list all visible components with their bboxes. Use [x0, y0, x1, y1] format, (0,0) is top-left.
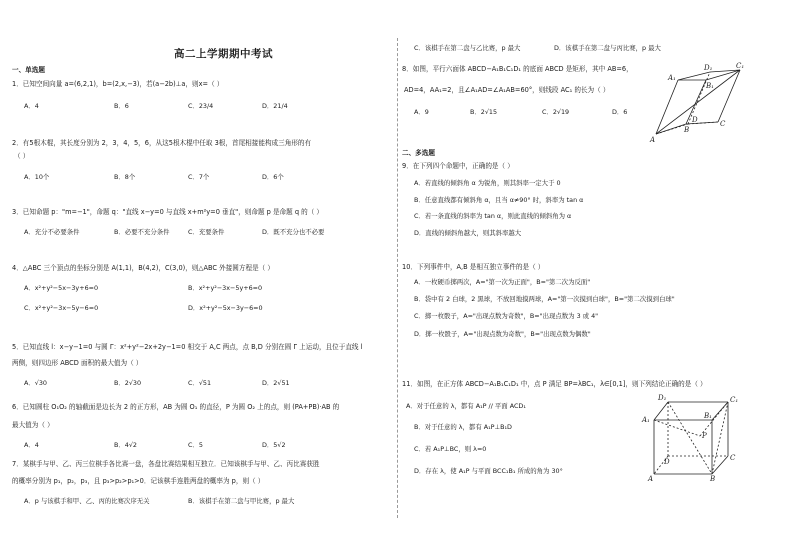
q9-option-b[interactable]: B．任意直线都有倾斜角 α，且当 α≠90° 时，斜率为 tan α [414, 196, 584, 204]
fig8-label-a1: A₁ [668, 74, 676, 82]
q1-option-b[interactable]: B．6 [114, 102, 129, 110]
q11-option-b[interactable]: B．对于任意的 λ，都有 A₁P⊥B₁D [414, 423, 512, 431]
q6-stem-line2: 最大值为（ ） [12, 421, 54, 429]
q7-option-c[interactable]: C．该棋手在第二盘与乙比赛，p 最大 [414, 44, 521, 52]
q8-option-d[interactable]: D．6 [612, 108, 628, 116]
q10-option-b[interactable]: B．袋中有 2 白球，2 黑球，不放回地摸两球，A="第一次摸到白球"，B="第二次摸到白球" [414, 295, 675, 303]
q3-option-c[interactable]: C．充要条件 [188, 228, 225, 236]
q1-option-c[interactable]: C．23/4 [188, 102, 214, 110]
q7-option-a[interactable]: A．p 与该棋手和甲、乙、丙的比赛次序无关 [24, 497, 150, 505]
q9-stem: 9．在下列四个命题中，正确的是（ ） [402, 162, 514, 170]
q6-option-b[interactable]: B．4√2 [114, 441, 137, 449]
q4-option-b[interactable]: B．x²+y²−3x−5y+6=0 [188, 284, 263, 292]
q3-option-a[interactable]: A．充分不必要条件 [24, 228, 80, 236]
section-heading-single: 一、单选题 [12, 66, 45, 74]
q3-option-b[interactable]: B．必要不充分条件 [114, 228, 170, 236]
q8-parallelepiped-figure [648, 58, 748, 142]
q11-cube-figure [640, 392, 740, 482]
fig11-label-a1: A₁ [642, 416, 650, 424]
fig11-label-d: D [664, 458, 670, 466]
q1-option-a[interactable]: A．4 [24, 102, 39, 110]
q9-option-c[interactable]: C．若一条直线的斜率为 tan α，则此直线的倾斜角为 α [414, 212, 572, 220]
q10-option-a[interactable]: A．一枚硬币掷两次，A="第一次为正面"，B="第二次为反面" [414, 278, 591, 286]
q2-stem-line2: （ ） [14, 152, 30, 160]
fig11-label-b: B [710, 475, 716, 482]
q4-option-d[interactable]: D．x²+y²−5x−3y−6=0 [188, 304, 263, 312]
fig8-label-c1: C₁ [736, 62, 745, 70]
fig8-label-b1: B₁ [706, 82, 714, 90]
q2-option-d[interactable]: D．6个 [262, 173, 284, 181]
q10-stem: 10．下列事件中，A,B 是相互独立事件的是（ ） [402, 263, 545, 271]
fig8-label-d: D [692, 116, 698, 124]
fig11-label-p: P [702, 432, 707, 440]
fig11-label-a: A [648, 475, 654, 482]
fig8-label-d1: D₁ [704, 64, 713, 72]
q8-option-a[interactable]: A．9 [414, 108, 429, 116]
q5-option-a[interactable]: A．√30 [24, 379, 47, 387]
q5-option-d[interactable]: D．2√51 [262, 379, 290, 387]
q1-option-d[interactable]: D．21/4 [262, 102, 288, 110]
q4-option-c[interactable]: C．x²+y²−3x−5y−6=0 [24, 304, 99, 312]
q8-stem-line1: 8．如图，平行六面体 ABCD−A₁B₁C₁D₁ 的底面 ABCD 是矩形，其中 AB=6， [402, 65, 633, 73]
q3-option-d[interactable]: D．既不充分也不必要 [262, 228, 325, 236]
q5-stem-line2: 两侧，则四边形 ABCD 面积的最大值为（ ） [12, 359, 143, 367]
fig8-label-c: C [720, 120, 726, 128]
q1-stem: 1．已知空间向量 a=(6,2,1)，b=(2,x,−3)，若(a−2b)⊥a，则x=（ ） [12, 80, 224, 88]
fig8-label-b: B [684, 126, 690, 134]
section-heading-multi: 二、多选题 [402, 149, 435, 157]
q7-option-b[interactable]: B．该棋手在第二盘与甲比赛，p 最大 [188, 497, 295, 505]
q8-option-c[interactable]: C．2√19 [542, 108, 570, 116]
fig11-label-c1: C₁ [730, 396, 739, 404]
q11-option-c[interactable]: C．若 A₁P⊥BC，则 λ=0 [414, 445, 487, 453]
fig11-label-d1: D₁ [658, 394, 667, 402]
q10-option-d[interactable]: D．掷一枚骰子，A="出现点数为奇数"，B="出现点数为偶数" [414, 330, 591, 338]
q11-option-a[interactable]: A．对于任意的 λ，都有 A₁P // 平面 ACD₁ [406, 402, 526, 410]
q11-stem: 11．如图，在正方体 ABCD−A₁B₁C₁D₁ 中，点 P 满足 BP=λBC₁，λ∈[0,1]，则下列结论正确的是（ ） [402, 380, 707, 388]
q2-option-c[interactable]: C．7个 [188, 173, 210, 181]
q2-stem-line1: 2．有5根木棍，其长度分别为 2，3，4，5，6，从这5根木棍中任取 3根，首尾相接能构成三角形的有 [12, 139, 312, 147]
q6-option-c[interactable]: C．5 [188, 441, 203, 449]
q6-option-a[interactable]: A．4 [24, 441, 39, 449]
q8-option-b[interactable]: B．2√15 [470, 108, 498, 116]
q3-stem: 3．已知命题 p："m=−1"，命题 q："直线 x−y=0 与直线 x+m²y=0 垂直"，则命题 p 是命题 q 的（ ） [12, 208, 323, 216]
q5-stem-line1: 5．已知直线 l：x−y−1=0 与圆 Γ：x²+y²−2x+2y−1=0 相交于 A,C 两点，点 B,D 分别在圆 Γ 上运动，且位于直线 l [12, 343, 363, 351]
q11-option-d[interactable]: D．存在 λ，使 A₁P 与平面 BCC₁B₁ 所成的角为 30° [414, 467, 563, 475]
column-divider [397, 38, 398, 518]
fig11-label-b1: B₁ [704, 412, 712, 420]
q9-option-a[interactable]: A．若直线的倾斜角 α 为锐角，则其斜率一定大于 0 [414, 179, 561, 187]
q7-stem-line1: 7．某棋手与甲、乙、丙三位棋手各比赛一盘，各盘比赛结果相互独立．已知该棋手与甲、乙、丙比赛获胜 [12, 460, 320, 468]
q4-stem: 4．△ABC 三个顶点的坐标分别是 A(1,1)，B(4,2)，C(3,0)，则△ABC 外接圆方程是（ ） [12, 264, 274, 272]
q10-option-c[interactable]: C．掷一枚骰子，A="出现点数为奇数"，B="出现点数为 3 或 4" [414, 312, 599, 320]
q8-stem-line2: AD=4，AA₁=2，且∠A₁AD=∠A₁AB=60°，则线段 AC₁ 的长为（ ） [404, 86, 610, 94]
q5-option-c[interactable]: C．√51 [188, 379, 212, 387]
q6-option-d[interactable]: D．5√2 [262, 441, 286, 449]
q9-option-d[interactable]: D．直线的倾斜角越大，则其斜率越大 [414, 229, 522, 237]
q2-option-b[interactable]: B．8个 [114, 173, 136, 181]
q6-stem-line1: 6．已知圆柱 O₁O₂ 的轴截面是边长为 2 的正方形，AB 为圆 O₁ 的直径，P 为圆 O₂ 上的点，则 (PA+PB)·AB 的 [12, 403, 340, 411]
q2-option-a[interactable]: A．10个 [24, 173, 50, 181]
fig11-label-c: C [730, 454, 736, 462]
q4-option-a[interactable]: A．x²+y²−5x−3y+6=0 [24, 284, 99, 292]
q5-option-b[interactable]: B．2√30 [114, 379, 142, 387]
q7-option-d[interactable]: D．该棋手在第二盘与丙比赛，p 最大 [554, 44, 661, 52]
page-title: 高二上学期期中考试 [174, 48, 273, 60]
q7-stem-line2: 的概率分别为 p₁，p₂，p₃，且 p₃>p₂>p₁>0．记该棋手连胜两盘的概率为 p，则（ ） [12, 477, 265, 485]
fig8-label-a: A [650, 136, 656, 142]
